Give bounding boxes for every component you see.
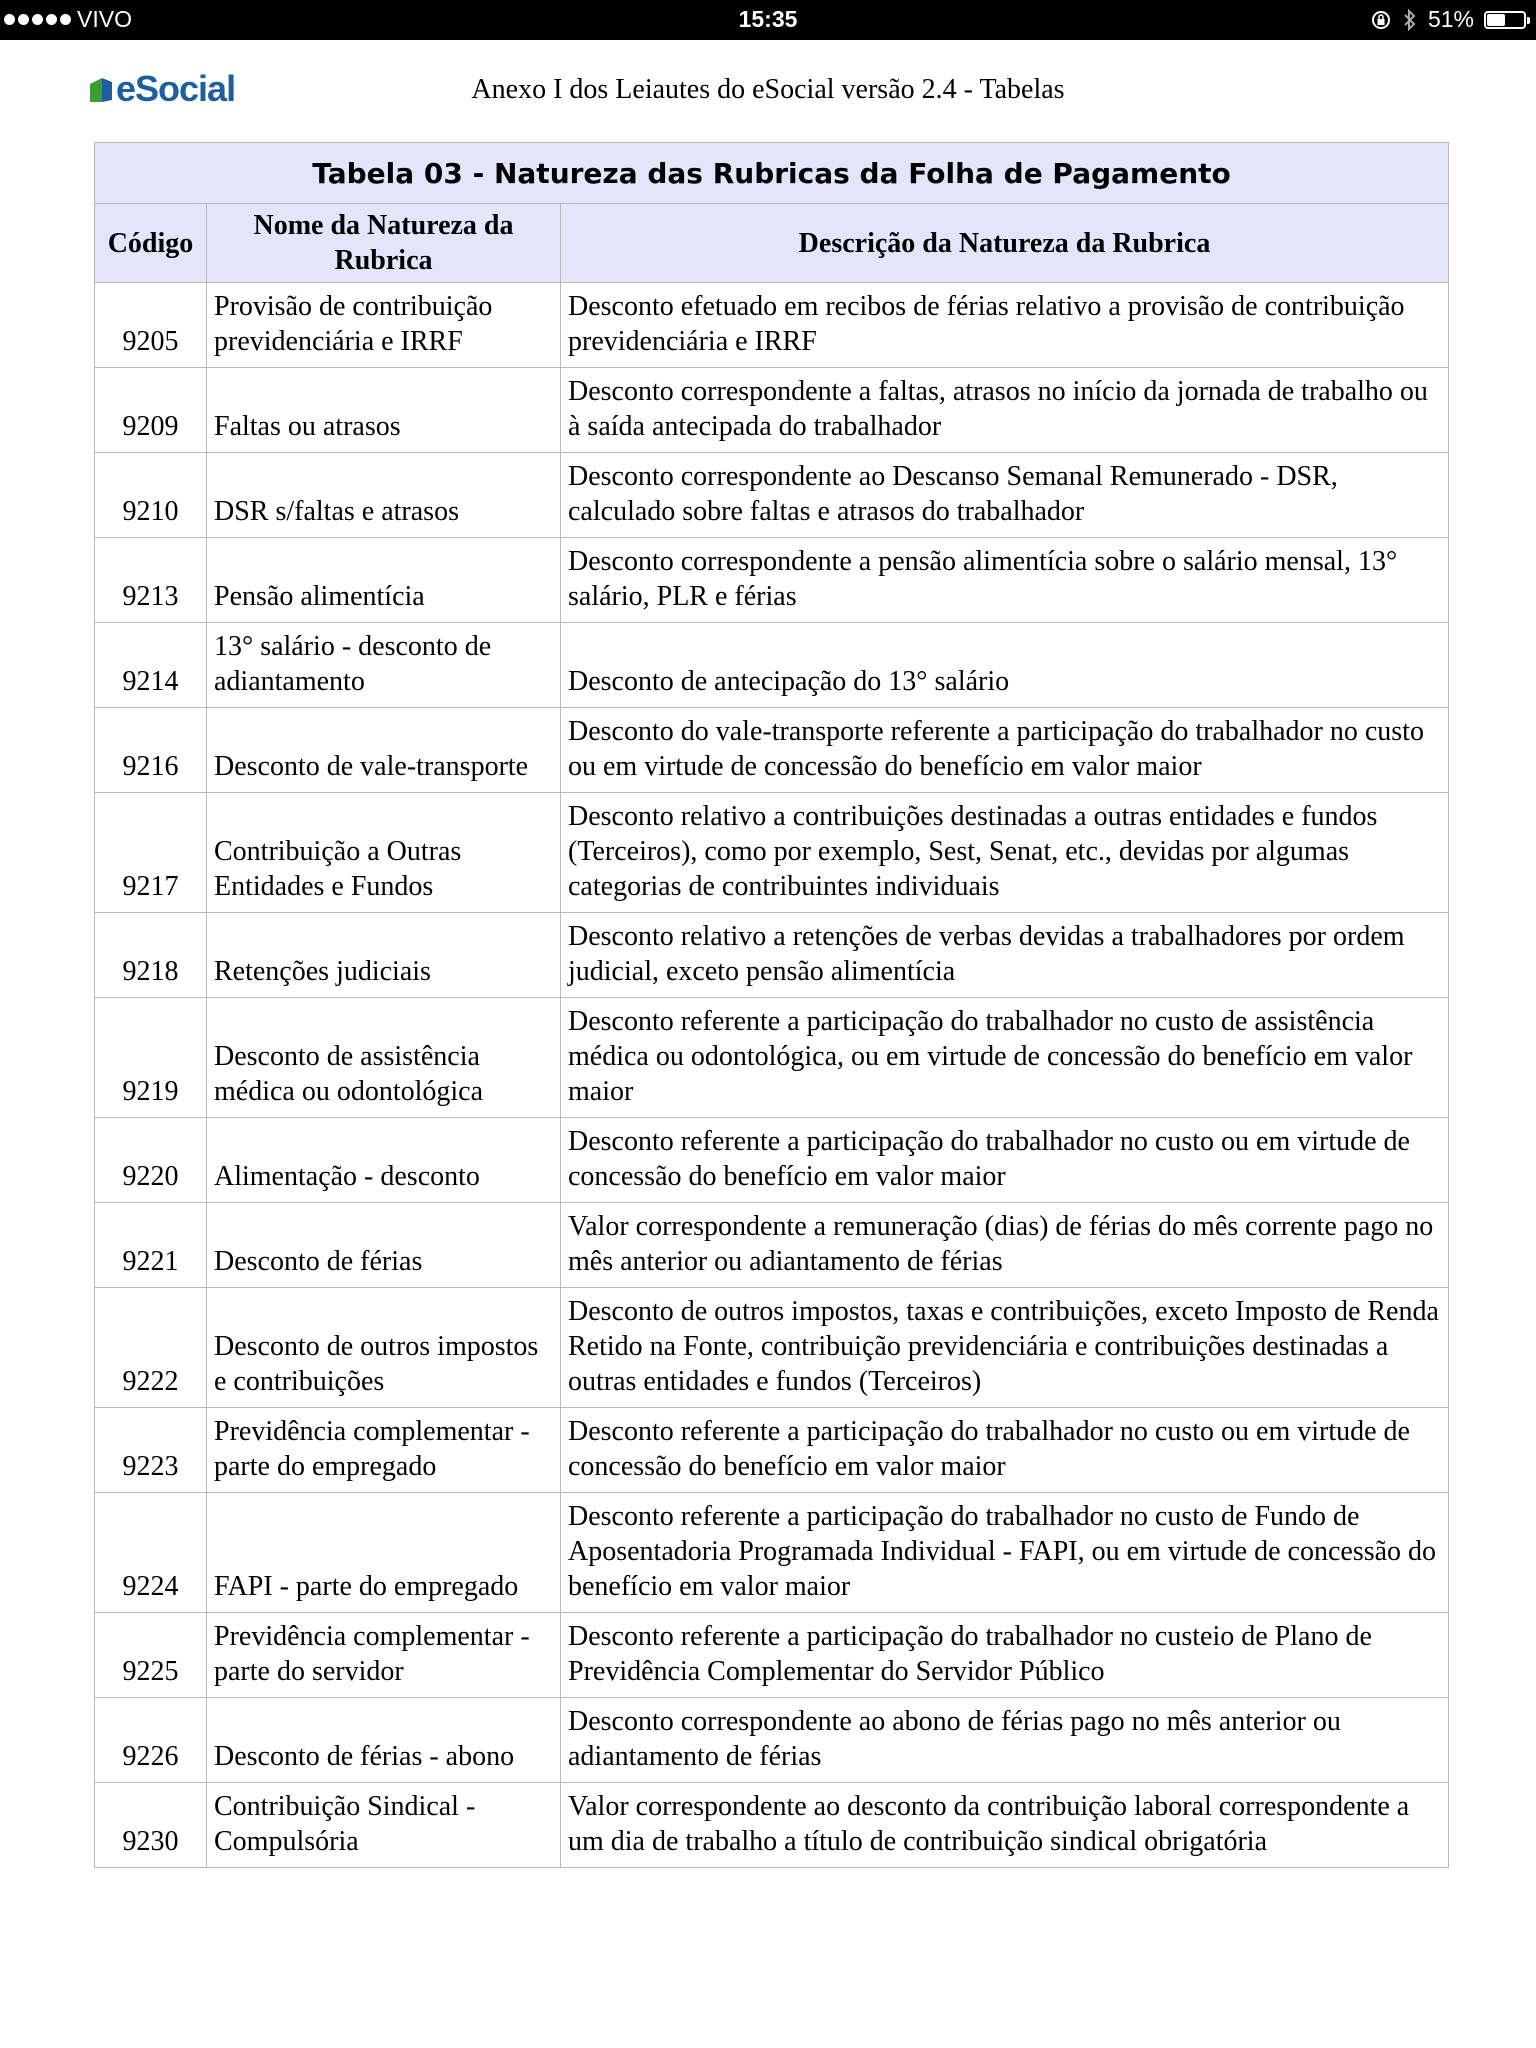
table-row [95, 1288, 1449, 1408]
column-header-descricao: Descrição da Natureza da Rubrica [561, 204, 1449, 283]
table-row [95, 1783, 1449, 1868]
cell-codigo: 9222 [95, 1288, 207, 1408]
table-row [95, 283, 1449, 368]
status-right [1370, 6, 1526, 33]
table-row [95, 1118, 1449, 1203]
cell-nome: DSR s/faltas e atrasos [207, 453, 561, 538]
table-row [95, 793, 1449, 913]
cell-codigo: 9205 [95, 283, 207, 368]
cell-descricao: Desconto de antecipação do 13° salário [561, 623, 1449, 708]
bluetooth-icon [1402, 8, 1418, 32]
cell-nome: Desconto de férias [207, 1203, 561, 1288]
table-body [95, 283, 1449, 1868]
cell-descricao: Valor correspondente ao desconto da contribuição laboral correspondente a um dia de trabalho a título de contribuição sindical obrigatória [561, 1783, 1449, 1868]
cell-nome: Faltas ou atrasos [207, 368, 561, 453]
cell-descricao: Desconto relativo a contribuições destinadas a outras entidades e fundos (Terceiros), como por exemplo, Sest, Senat, etc., devidas por algumas categorias de contribuintes individuais [561, 793, 1449, 913]
cell-nome: Desconto de vale-transporte [207, 708, 561, 793]
cell-codigo: 9213 [95, 538, 207, 623]
status-bar [0, 0, 1536, 40]
table-row [95, 998, 1449, 1118]
cell-descricao: Desconto efetuado em recibos de férias relativo a provisão de contribuição previdenciária e IRRF [561, 283, 1449, 368]
table-row [95, 1493, 1449, 1613]
cell-descricao: Desconto referente a participação do trabalhador no custeio de Plano de Previdência Complementar do Servidor Público [561, 1613, 1449, 1698]
cell-descricao: Desconto correspondente a faltas, atrasos no início da jornada de trabalho ou à saída antecipada do trabalhador [561, 368, 1449, 453]
clock: 15:35 [738, 6, 798, 32]
table-row [95, 913, 1449, 998]
table-header-row [95, 204, 1449, 283]
cell-descricao: Valor correspondente a remuneração (dias) de férias do mês corrente pago no mês anterior ou adiantamento de férias [561, 1203, 1449, 1288]
cell-descricao: Desconto do vale-transporte referente a participação do trabalhador no custo ou em virtude de concessão do benefício em valor maior [561, 708, 1449, 793]
table-title: Tabela 03 - Natureza das Rubricas da Folha de Pagamento [95, 143, 1449, 204]
table-row [95, 538, 1449, 623]
cell-codigo: 9214 [95, 623, 207, 708]
cell-codigo: 9224 [95, 1493, 207, 1613]
cell-descricao: Desconto referente a participação do trabalhador no custo de assistência médica ou odontológica, ou em virtude de concessão do benefício em valor maior [561, 998, 1449, 1118]
cell-codigo: 9221 [95, 1203, 207, 1288]
battery-icon [1484, 11, 1526, 29]
cell-nome: Desconto de férias - abono [207, 1698, 561, 1783]
orientation-lock-icon [1370, 9, 1392, 31]
cell-descricao: Desconto referente a participação do trabalhador no custo ou em virtude de concessão do benefício em valor maior [561, 1118, 1449, 1203]
cell-codigo: 9226 [95, 1698, 207, 1783]
table-row [95, 453, 1449, 538]
cell-codigo: 9223 [95, 1408, 207, 1493]
cell-descricao: Desconto relativo a retenções de verbas devidas a trabalhadores por ordem judicial, exceto pensão alimentícia [561, 913, 1449, 998]
cell-nome: Provisão de contribuição previdenciária e IRRF [207, 283, 561, 368]
cell-nome: Contribuição a Outras Entidades e Fundos [207, 793, 561, 913]
table-row [95, 1408, 1449, 1493]
cell-nome: 13° salário - desconto de adiantamento [207, 623, 561, 708]
table-row [95, 1613, 1449, 1698]
cell-codigo: 9210 [95, 453, 207, 538]
table-row [95, 1698, 1449, 1783]
cell-nome: Previdência complementar - parte do empregado [207, 1408, 561, 1493]
cell-codigo: 9220 [95, 1118, 207, 1203]
cell-codigo: 9217 [95, 793, 207, 913]
cell-descricao: Desconto referente a participação do trabalhador no custo de Fundo de Aposentadoria Programada Individual - FAPI, ou em virtude de concessão do benefício em valor maior [561, 1493, 1449, 1613]
column-header-codigo: Código [95, 204, 207, 283]
cell-descricao: Desconto correspondente ao abono de férias pago no mês anterior ou adiantamento de férias [561, 1698, 1449, 1783]
cell-codigo: 9225 [95, 1613, 207, 1698]
carrier-name: VIVO [77, 6, 132, 32]
cell-nome: FAPI - parte do empregado [207, 1493, 561, 1613]
cell-codigo: 9218 [95, 913, 207, 998]
rubricas-table [94, 142, 1448, 1868]
cell-descricao: Desconto de outros impostos, taxas e contribuições, exceto Imposto de Renda Retido na Fonte, contribuição previdenciária e contribuições destinadas a outras entidades e fundos (Terceiros) [561, 1288, 1449, 1408]
cell-nome: Desconto de outros impostos e contribuições [207, 1288, 561, 1408]
cell-nome: Contribuição Sindical - Compulsória [207, 1783, 561, 1868]
cell-descricao: Desconto referente a participação do trabalhador no custo ou em virtude de concessão do benefício em valor maior [561, 1408, 1449, 1493]
cell-codigo: 9216 [95, 708, 207, 793]
cell-descricao: Desconto correspondente a pensão alimentícia sobre o salário mensal, 13° salário, PLR e férias [561, 538, 1449, 623]
table-row [95, 368, 1449, 453]
cell-nome: Retenções judiciais [207, 913, 561, 998]
cell-codigo: 9219 [95, 998, 207, 1118]
logo-text: eSocial [116, 68, 236, 109]
cell-nome: Pensão alimentícia [207, 538, 561, 623]
column-header-nome: Nome da Natureza da Rubrica [207, 204, 561, 283]
cell-nome: Previdência complementar - parte do servidor [207, 1613, 561, 1698]
table-row [95, 623, 1449, 708]
table-row [95, 708, 1449, 793]
cell-nome: Desconto de assistência médica ou odontológica [207, 998, 561, 1118]
table-row [95, 1203, 1449, 1288]
cell-codigo: 9230 [95, 1783, 207, 1868]
battery-percent: 51% [1427, 6, 1474, 32]
cell-nome: Alimentação - desconto [207, 1118, 561, 1203]
cell-codigo: 9209 [95, 368, 207, 453]
document-header: Anexo I dos Leiautes do eSocial versão 2.4 - Tabelas [471, 74, 1065, 105]
cell-descricao: Desconto correspondente ao Descanso Semanal Remunerado - DSR, calculado sobre faltas e atrasos do trabalhador [561, 453, 1449, 538]
